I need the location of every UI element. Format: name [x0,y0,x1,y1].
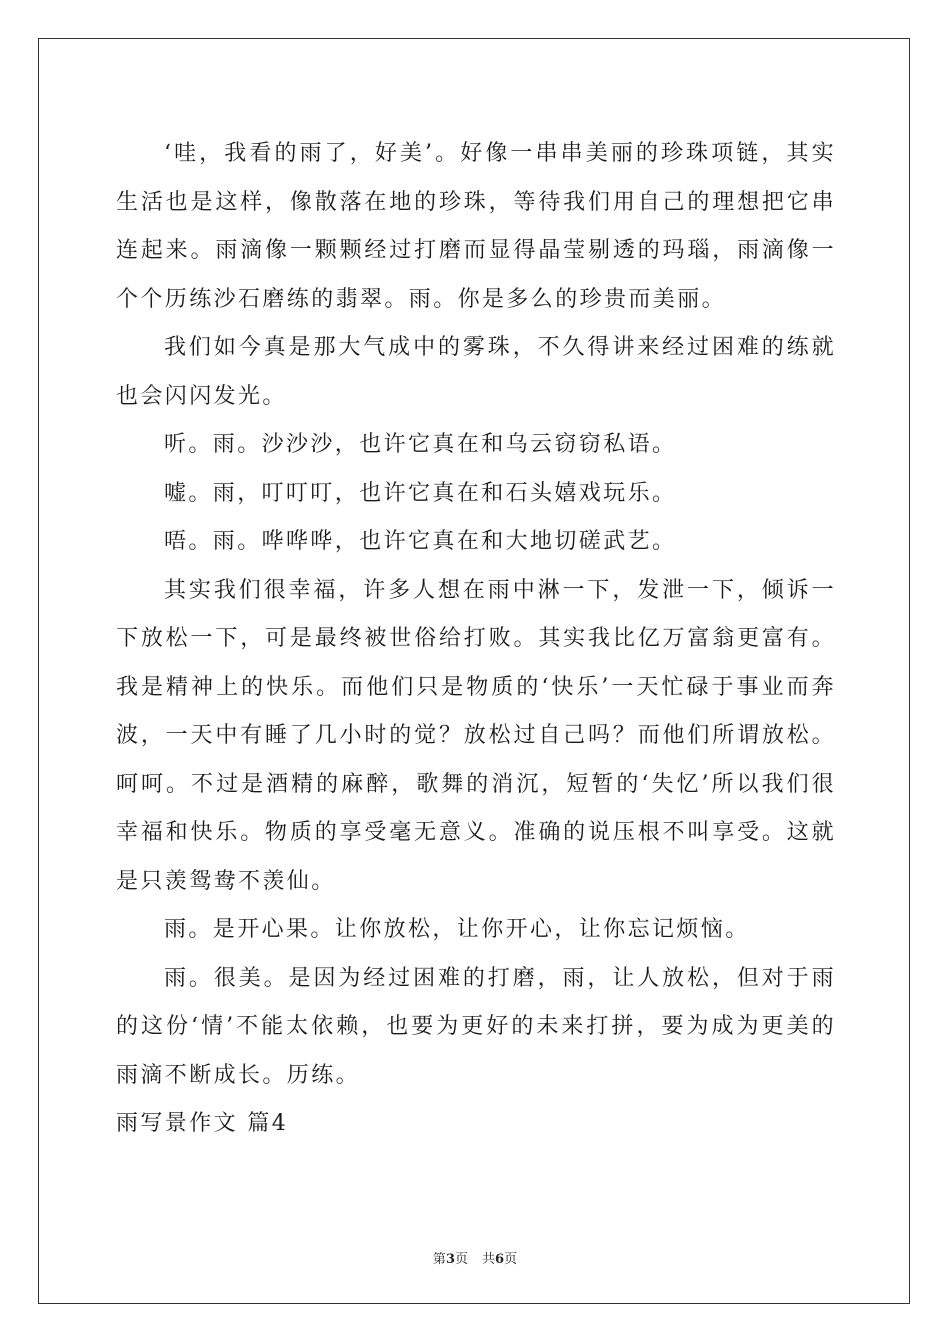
paragraph: ‘哇，我看的雨了，好美’。好像一串串美丽的珍珠项链，其实生活也是这样，像散落在地的珍珠，等待我们用自己的理想把它串连起来。雨滴像一颗颗经过打磨而显得晶莹剔透的玛瑙，雨滴像一个个历练沙石磨练的翡翠。雨。你是多么的珍贵而美丽。 [116,141,836,312]
page-footer [0,1248,950,1267]
document-body [116,130,836,1149]
paragraph: 嘘。雨，叮叮叮，也许它真在和石头嬉戏玩乐。 [164,480,677,506]
total-suffix: 页 [504,1252,518,1267]
current-page-number: 3 [445,1252,455,1267]
page-suffix: 页 [454,1252,468,1267]
total-page-number: 6 [495,1252,505,1267]
total-prefix: 共 [482,1252,496,1267]
paragraph: 雨。是开心果。让你放松，让你开心，让你忘记烦恼。 [164,917,750,942]
paragraph: 听。雨。沙沙沙，也许它真在和乌云窃窃私语。 [164,432,677,457]
paragraph: 唔。雨。哗哗哗，也许它真在和大地切磋武艺。 [164,529,677,554]
paragraph: 雨。很美。是因为经过困难的打磨，雨，让人放松，但对于雨的这份‘情’不能太依赖，也要为更好的未来打拼，要为成为更美的雨滴不断成长。历练。 [116,965,836,1088]
page-prefix: 第 [432,1252,446,1267]
paragraph: 我们如今真是那大气成中的雾珠，不久得讲来经过困难的练就也会闪闪发光。 [116,335,836,409]
paragraph: 其实我们很幸福，许多人想在雨中淋一下，发泄一下，倾诉一下放松一下，可是最终被世俗给打败。其实我比亿万富翁更富有。我是精神上的快乐。而他们只是物质的‘快乐’一天忙碌于事业而奔波，一天中有睡了几小时的觉？放松过自己吗？而他们所谓放松。呵呵。不过是酒精的麻醉，歌舞的消沉，短暂的‘失忆’所以我们很幸福和快乐。物质的享受毫无意义。准确的说压根不叫享受。这就是只羡鸳鸯不羡仙。 [116,577,836,894]
section-heading: 雨写景作文 篇4 [116,1111,289,1136]
